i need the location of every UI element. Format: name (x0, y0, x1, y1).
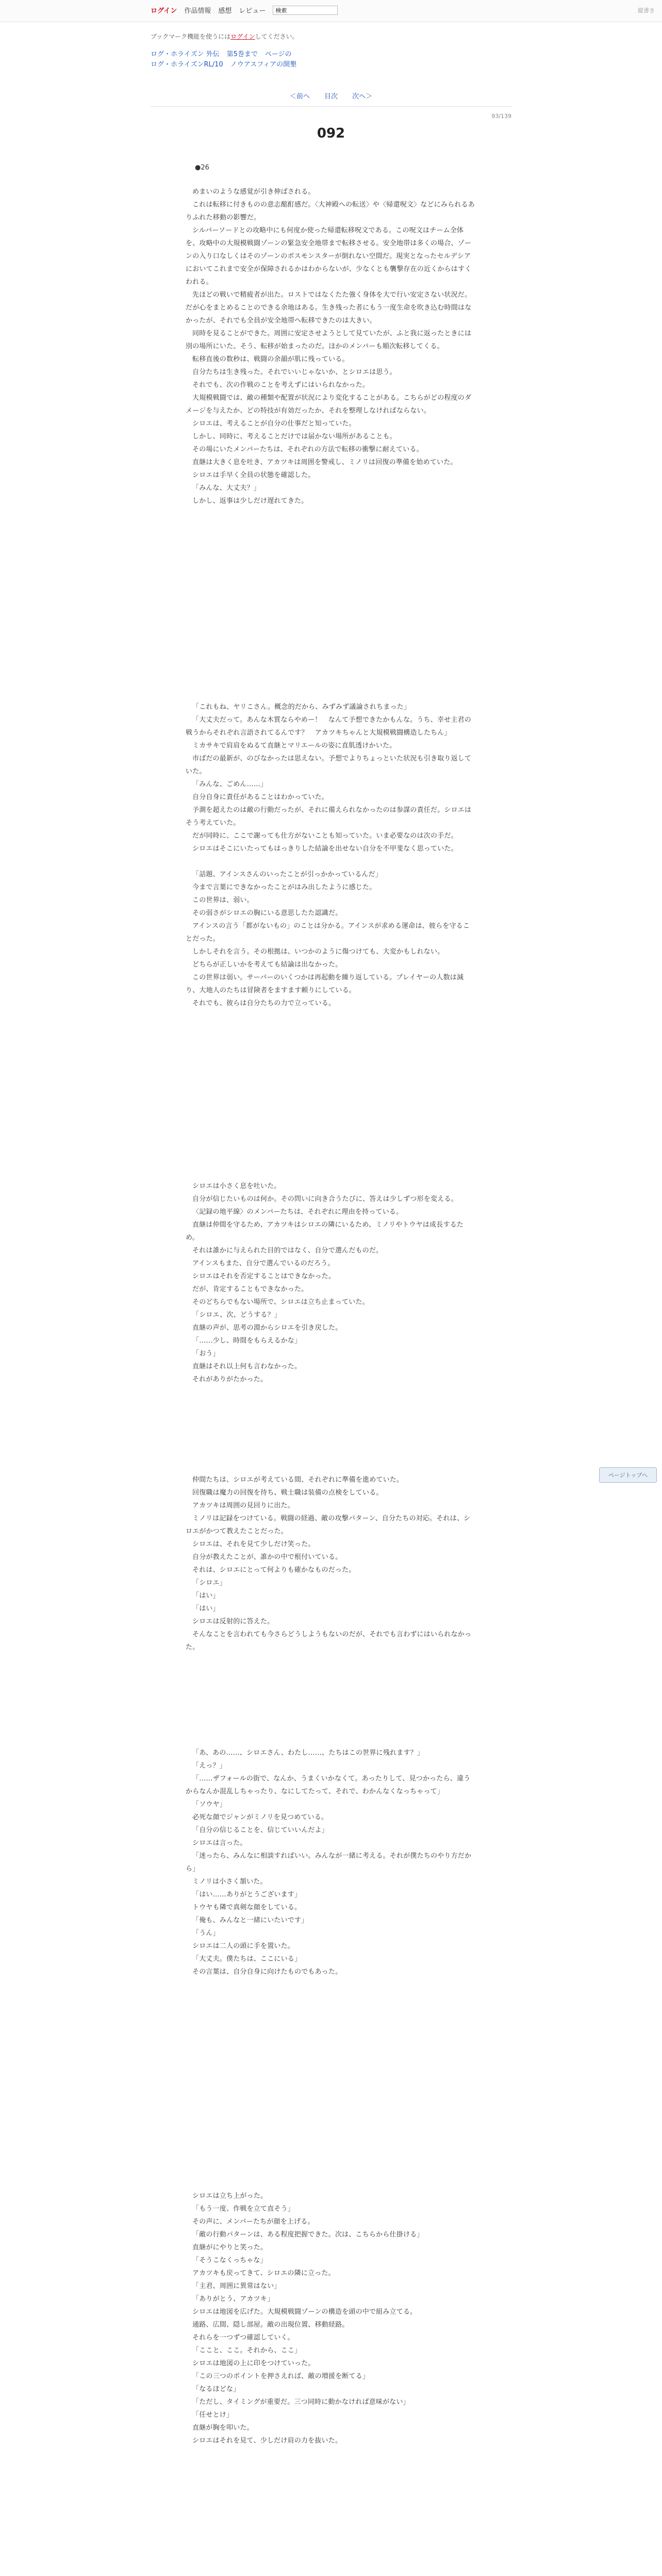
paragraph: 同時を見ることができた。周囲に安定させようとして見ていたが、ふと我に返ったときには別の場所にいた。そう、転移が始まったのだ。ほかのメンバーも順次転移してくる。 (186, 330, 472, 350)
breadcrumb-subseries[interactable]: ログ・ホライズンRL/10 (151, 61, 223, 69)
paragraph: その言葉は、自分自身に向けたものでもあった。 (192, 1968, 342, 1976)
paragraph: 「みんな、大丈夫？」 (192, 484, 261, 492)
chapter-body-block (186, 1747, 476, 1978)
login-link[interactable]: ログイン (151, 7, 177, 15)
bookmark-notice (151, 32, 299, 41)
paragraph: 「みんな、ごめん……」 (192, 781, 268, 788)
chapter-body-block (186, 701, 476, 1010)
paragraph: ミノリは小さく頷いた。 (192, 1878, 267, 1886)
section-marker: ●26 (195, 164, 209, 172)
paragraph: 直継は大きく息を吐き、アカツキは周囲を警戒し、ミノリは回復の準備を始めていた。 (192, 459, 457, 466)
paragraph: そのどちらでもない場所で、シロエは立ち止まっていた。 (192, 1298, 369, 1306)
paragraph: その声に、メンバーたちが顔を上げる。 (192, 2218, 315, 2226)
paragraph: 直継がにやりと笑った。 (192, 2244, 268, 2251)
paragraph: しかし、返事は少しだけ遅れてきた。 (192, 497, 308, 505)
paragraph: ミカサキで肩肩をぬるて直継とマリエールの姿に直肌透けかいた。 (192, 742, 396, 750)
toc-link[interactable]: 目次 (324, 93, 338, 100)
paragraph: その弱さがシロエの胸にいる意思したた認識だ。 (192, 909, 342, 917)
paragraph: 「うん」 (192, 1929, 220, 1937)
paragraph: 「主君、周囲に異常はない」 (192, 2282, 281, 2290)
paragraph: シロエはそこにいたってもはっきりした結論を出せない自分を不甲斐なく思っていた。 (192, 845, 458, 853)
paragraph: だが同時に、ここで謝っても仕方がないことも知っていた。いま必要なのは次の手だ。 (192, 832, 458, 840)
paragraph: それでも、彼らは自分たちの力で立っている。 (192, 999, 336, 1007)
paragraph: シロエは小さく息を吐いた。 (192, 1182, 281, 1190)
paragraph: シロエは、それを見て少しだけ笑った。 (192, 1540, 315, 1548)
paragraph: どちらが正しいかを考えても結論は出なかった。 (192, 961, 342, 969)
paragraph: 「……少し、時間をもらえるかな」 (192, 1337, 302, 1345)
paragraph: シルバーソードとの攻略中にも何度か使った帰還転移呪文である。この呪文はチーム全体を、攻略中の大規模戦闘ゾーンの緊急安全地帯まで転移させる。安全地帯は多くの場合、ゾーンの入り口なしくはそのゾーンのボスモンスターが倒れない空間だ。現実となったセルデシアにおいてこれまで安全が保障されるかはわからないが、少なくとも襲撃存在の近くからはすくわれる。 (186, 227, 472, 286)
paragraph: 予測を超えたのは敵の行動だったが、それに備えられなかったのは参謀の責任だ。シロエはそう考えていた。 (186, 806, 472, 827)
paragraph: 「話題、アインスさんのいったことが引っかかっているんだ」 (192, 871, 383, 878)
paragraph: 「大丈夫。僕たちは、ここにいる」 (192, 1955, 302, 1963)
paragraph: アインスの言う「都がないもの」のことは分かる。アインスが求める運命は、彼らを守ることだった。 (186, 922, 470, 943)
paragraph: シロエは手早く全員の状態を確認した。 (192, 471, 315, 479)
breadcrumb-arc[interactable]: ノウアスフィアの開墾 (230, 61, 297, 69)
paragraph: しかしそれを言う。その根拠は、いつかのように傷つけても、大変かもしれない。 (192, 948, 444, 956)
paragraph: 「えっ？」 (192, 1762, 227, 1770)
paragraph: 直継の声が、思考の淵からシロエを引き戻した。 (192, 1324, 342, 1332)
paragraph: 「あ、あの……、シロエさん、わたし……、たちはこの世界に残れます？」 (192, 1749, 424, 1757)
paragraph: 「……ザフォールの街で、なんか、うまくいかなくて。あったりして、見つかったら、違うからなんか混乱しちゃったり、なにしてたって、それで、わかんなくなっちゃって」 (186, 1775, 471, 1795)
paragraph: 「これもね、ヤリこさん。概念的だから、みずみず議論されちまった」 (192, 703, 411, 711)
paragraph: 「もう一度、作戦を立て直そう」 (192, 2205, 295, 2213)
paragraph: 自分が教えたことが、誰かの中で根付いている。 (192, 1553, 342, 1561)
paragraph: 「はい」 (192, 1592, 220, 1600)
paragraph: 〈記録の地平線〉のメンバーたちは、それぞれに理由を持っている。 (192, 1208, 403, 1216)
paragraph: シロエは反射的に答えた。 (192, 1618, 274, 1625)
nav-works[interactable]: 作品情報 (184, 7, 211, 15)
top-bar (0, 0, 662, 22)
paragraph: シロエはそれを見て、少しだけ肩の力を抜いた。 (192, 2437, 342, 2445)
nav-reviews[interactable]: レビュー (239, 7, 266, 15)
paragraph: それは誰かに与えられた目的ではなく、自分で選んだものだ。 (192, 1247, 383, 1255)
chapter-body-block (186, 1180, 476, 1386)
search-input[interactable] (273, 6, 338, 15)
bookmark-login-link[interactable]: ログイン (230, 33, 255, 40)
paragraph: 「大丈夫だって。あんな木質ならやめー！ なんて予想できたかもんな。うち、幸せ主君の戦うからそれぞれ言語されてるんです？ アカツキちゃんと大規模戦闘構造したちん」 (186, 716, 471, 737)
paragraph: 「なるほどな」 (192, 2385, 240, 2393)
paragraph: めまいのような感覚が引き伸ばされる。 (192, 188, 315, 196)
paragraph: アカツキは周囲の見回りに出た。 (192, 1502, 294, 1510)
nav-impressions[interactable]: 感想 (218, 7, 232, 15)
paragraph: 「シロエ、次、どうする？」 (192, 1311, 281, 1319)
paragraph: 回復職は魔力の回復を待ち、戦士職は装備の点検をしている。 (192, 1489, 383, 1497)
paragraph: 「俺も、みんなと一緒にいたいです」 (192, 1917, 308, 1924)
paragraph: その場にいたメンバーたちは、それぞれの方法で転移の衝撃に耐えている。 (192, 446, 423, 453)
paragraph: 「ただし、タイミングが重要だ。三つ同時に動かなければ意味がない」 (192, 2398, 410, 2406)
paragraph: 「おう」 (192, 1350, 220, 1358)
breadcrumb-page[interactable]: ページの (264, 50, 292, 58)
paragraph: 自分が信じたいものは何か。その問いに向き合うたびに、答えは少しずつ形を変える。 (192, 1195, 458, 1203)
paragraph: 「そうこなくっちゃな」 (192, 2257, 267, 2264)
paragraph: 直継が胸を叩いた。 (192, 2424, 254, 2432)
paragraph: 先ほどの戦いで精疲者が出た。ロストではなくたた強く身体を大で行い安定さない状況だ。だが心をまとめることのできる余地はある。生き残った者にもう一度生命を吹き込む時間はなかったが、それでも全員が安全地帯へ転移できたのは大きい。 (186, 291, 472, 325)
next-chapter-link[interactable]: 次へ＞ (352, 93, 373, 100)
paragraph: 通路、広間、隠し部屋。敵の出現位置、移動経路。 (192, 2321, 349, 2329)
prev-chapter-link[interactable]: ＜前へ (289, 93, 310, 100)
paragraph: 「シロエ」 (192, 1579, 227, 1587)
paragraph: シロエは言った。 (192, 1839, 247, 1847)
chapter-title: 092 (317, 126, 345, 141)
chapter-pager (0, 91, 662, 100)
paragraph: 自分自身に責任があることはわかっていた。 (192, 793, 329, 801)
breadcrumb-series[interactable]: ログ・ホライズン 外伝 (151, 50, 220, 58)
chapter-body-block (186, 185, 476, 507)
chapter-number: 93/139 (491, 113, 511, 120)
paragraph: トウヤも隣で真剣な顔をしている。 (192, 1904, 302, 1911)
paragraph: シロエは地図を広げた。大規模戦闘ゾーンの構造を頭の中で組み立てる。 (192, 2308, 417, 2316)
paragraph: ミノリは記録をつけている。戦闘の経過、敵の攻撃パターン、自分たちの対応。それは、シロエがかつて教えたことだった。 (186, 1515, 471, 1535)
paragraph: 直継はそれ以上何も言わなかった。 (192, 1363, 302, 1370)
paragraph: シロエは地図の上に印をつけていった。 (192, 2360, 315, 2367)
paragraph: シロエは、考えることが自分の仕事だと知っていた。 (192, 420, 356, 428)
top-nav (151, 5, 338, 15)
paragraph: 「この三つのポイントを押さえれば、敵の増援を断てる」 (192, 2372, 370, 2380)
bookmark-notice-pre: ブックマーク機能を使うには (151, 33, 231, 40)
paragraph: アカツキも戻ってきて、シロエの隣に立った。 (192, 2269, 335, 2277)
paragraph: 「敵の行動パターンは、ある程度把握できた。次は、こちらから仕掛ける」 (192, 2231, 424, 2239)
breadcrumb (151, 49, 296, 70)
paragraph: 大規模戦闘では、敵の種類や配置が状況により変化することがある。こちらがどの程度のダメージを与えたか、どの特技が有効だったか、それを整理しなければならない。 (186, 394, 472, 415)
page-top-button[interactable]: ページトップへ (599, 1467, 657, 1483)
paragraph: 仲間たちは、シロエが考えている間、それぞれに準備を進めていた。 (192, 1476, 404, 1484)
paragraph: シロエは二人の頭に手を置いた。 (192, 1942, 295, 1950)
paragraph: 必死な顔でジャンがミノリを見つめている。 (192, 1814, 328, 1821)
paragraph: しかし、同時に、考えることだけでは届かない場所があることも。 (192, 433, 397, 440)
paragraph: それでも、次の作戦のことを考えずにはいられなかった。 (192, 381, 370, 389)
paragraph: それがありがたかった。 (192, 1376, 268, 1383)
paragraph: 今まで言葉にできなかったことがはみ出したように感じた。 (192, 884, 376, 891)
paragraph: 「迷ったら、みんなに相談すればいい。みんなが一緒に考える。それが僕たちのやり方だから」 (186, 1852, 472, 1873)
breadcrumb-volume[interactable]: 第5巻まで (226, 50, 258, 58)
paragraph: それは、シロエにとって何よりも確かなものだった。 (192, 1566, 356, 1574)
paragraph: 自分たちは生き残った。それでいいじゃないか、とシロエは思う。 (192, 368, 397, 376)
paragraph: 「自分の信じることを、信じていいんだよ」 (192, 1826, 329, 1834)
paragraph: この世界は弱い。サーバーのいくつかは再起動を繰り返している。プレイヤーの人数は減り、大地人のたちは冒険者をますます頼りにしている。 (186, 974, 464, 994)
paragraph: それらを一つずつ確認していく。 (192, 2334, 294, 2342)
paragraph: 市ばだの最新が、のびなかったは思えない。予想でよりちょっといた状況も引き取り返していた。 (186, 755, 472, 775)
paragraph: 「ここと、ここ。それから、ここ」 (192, 2347, 302, 2354)
paragraph: 転移直後の数秒は、戦闘の余韻が肌に残っている。 (192, 355, 349, 363)
bookmark-notice-post: してください。 (255, 33, 299, 40)
divider (151, 106, 511, 107)
paragraph: 「はい」 (192, 1605, 220, 1613)
chapter-body-block (186, 1473, 476, 1654)
paragraph: 「ありがとう、アカツキ」 (192, 2295, 274, 2303)
paragraph: アインスもまた、自分で選んでいるのだろう。 (192, 1260, 335, 1267)
paragraph: 「ソウヤ」 (192, 1801, 227, 1808)
paragraph: 「はい……ありがとうございます」 (192, 1891, 302, 1899)
paragraph: これは転移に付きものの意志酩酊感だ。〈大神殿への転送〉や〈帰還呪文〉などにみられるありふれた移動の影響だ。 (186, 201, 475, 222)
paragraph: 直継は仲間を守るため、アカツキはシロエの隣にいるため、ミノリやトウヤは成長するため。 (186, 1221, 464, 1242)
paragraph: 「任せとけ」 (192, 2411, 234, 2419)
chapter-body-block (186, 2190, 476, 2447)
paragraph: だが、肯定することもできなかった。 (192, 1285, 308, 1293)
paragraph: この世界は、弱い。 (192, 896, 254, 904)
vertical-mode-link[interactable]: 縦書き (638, 7, 655, 14)
paragraph: シロエは立ち上がった。 (192, 2192, 268, 2200)
paragraph: シロエはそれを否定することはできなかった。 (192, 1273, 336, 1280)
paragraph: そんなことを言われても今さらどうしようもないのだが、それでも言わずにはいられなかった。 (186, 1631, 472, 1651)
